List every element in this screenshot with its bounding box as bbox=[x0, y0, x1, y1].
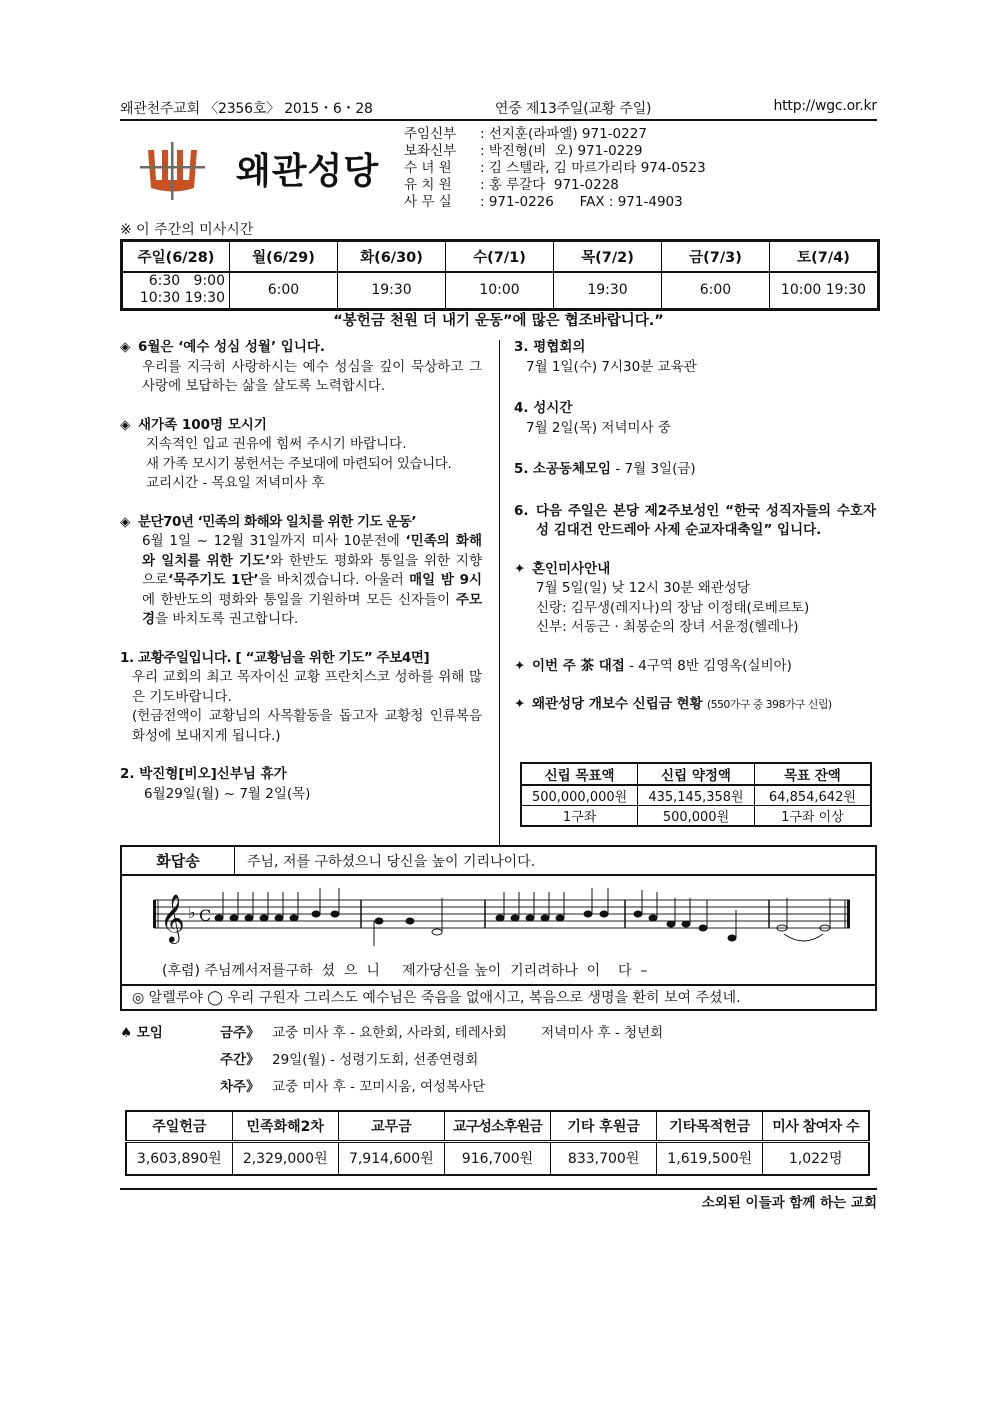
staff-row: 수 녀 원 : 김 스텔라, 김 마르가리타 974-0523 bbox=[404, 160, 706, 176]
renovation-pledge-table bbox=[520, 762, 872, 827]
announcement-holy-hour: 4. 성시간 7월 2일(목) 저녁미사 중 bbox=[514, 400, 671, 436]
staff-row: 주임신부 : 선지훈(라파엘) 971-0227 bbox=[404, 126, 647, 142]
svg-text:𝄞: 𝄞 bbox=[160, 893, 185, 942]
announcement-council-meeting: 3. 평협회의 7월 1일(수) 7시30분 교육관 bbox=[514, 339, 697, 375]
star-bullet-icon: ✦ bbox=[514, 696, 526, 712]
psalm-label: 화답송 bbox=[122, 847, 235, 874]
day-header: 월(6/29) bbox=[230, 241, 338, 272]
music-staff-icon bbox=[122, 876, 875, 960]
mass-times-cell: 19:30 bbox=[338, 272, 446, 310]
left-announcements bbox=[120, 338, 482, 823]
website-link[interactable]: http://wgc.or.kr bbox=[773, 98, 877, 114]
svg-text:C: C bbox=[199, 906, 212, 925]
mass-times-cell: 6:00 bbox=[662, 272, 770, 310]
alleluia-verse: ◎ 알렐루야 ◯ 우리 구원자 그리스도 예수님은 죽음을 없애시고, 복음으로 생명을 환히 보여 주셨네. bbox=[132, 990, 741, 1006]
announcement-next-sunday: 6. 다음 주일은 본당 제2주보성인 “한국 성직자들의 수호자 성 김대건 안드레아 사제 순교자대축일” 입니다. bbox=[514, 502, 876, 538]
offering-header: 기타목적헌금 bbox=[657, 1111, 763, 1141]
announcement-renovation-fund: ✦ 왜관성당 개보수 신립금 현황 (550가구 중 398가구 신립) bbox=[514, 695, 876, 715]
mass-times-cell: 6:00 bbox=[230, 272, 338, 310]
right-announcements bbox=[514, 338, 876, 734]
psalm-lyrics: (후렴) 주님께서저를구하 셨 으 니 제가당신을 높이 기리려하나 이 다 – bbox=[162, 963, 648, 979]
footer-rule bbox=[120, 1188, 877, 1190]
church-motto: 소외된 이들과 함께 하는 교회 bbox=[701, 1195, 877, 1211]
psalm-text: 주님, 저를 구하셨으니 당신을 높이 기리나이다. bbox=[247, 853, 536, 870]
meeting-row: 차주》 교중 미사 후 - 꼬미시움, 여성복사단 bbox=[220, 1079, 486, 1095]
offering-header: 교구성소후원금 bbox=[444, 1111, 550, 1141]
issue-info: 왜관천주교회 〈2356호〉 2015・6・28 bbox=[120, 101, 373, 117]
offering-header: 교무금 bbox=[338, 1111, 444, 1141]
announcement-pope-sunday: 1. 교황주일입니다. [ “교황님을 위한 기도” 주보4면] 우리 교회의 최고 목자이신 교황 프란치스코 성하를 위해 많은 기도바랍니다. (헌금전액이 교황님의 사목활동을 돕고자 교황청 인류복음화성에 보내지게 됩니다.) bbox=[120, 649, 482, 744]
mass-times-cell: 19:30 bbox=[554, 272, 662, 310]
music-score bbox=[122, 876, 875, 986]
table-row: 500,000,000원 435,145,358원 64,854,642원 bbox=[521, 785, 871, 806]
announcement-priest-vacation: 2. 박진형[비오]신부님 휴가 6월29일(월) ~ 7월 2일(목) bbox=[120, 766, 311, 802]
mass-times-cell: 6:30 9:00 10:30 19:30 bbox=[122, 272, 230, 310]
staff-row: 보좌신부 : 박진형(비 오) 971-0229 bbox=[404, 143, 643, 159]
header-rule bbox=[120, 119, 877, 121]
announcement-reconciliation-prayer: ◈ 분단70년 ‘민족의 화해와 일치를 위한 기도 운동’ 6월 1일 ~ 12월 31일까지 미사 10분전에 ‘민족의 화해와 일치를 위한 기도’와 한반도 평화와 통일을 위한 지향으로‘묵주기도 1단’을 바치겠습니다. 아울러 매일 밤 9시에 한반도의 평화와 통일을 기원하며 모든 신자들이 주모경을 바치도록 권고합니다. bbox=[120, 513, 482, 630]
announcement-tea-service: ✦ 이번 주 茶 대접 - 4구역 8반 김영옥(실비아) bbox=[514, 657, 876, 677]
offering-header: 민족화해2차 bbox=[232, 1111, 338, 1141]
day-header: 수(7/1) bbox=[446, 241, 554, 272]
mass-times-cell: 10:00 bbox=[446, 272, 554, 310]
offering-header: 기타 후원금 bbox=[551, 1111, 657, 1141]
day-header: 화(6/30) bbox=[338, 241, 446, 272]
meeting-row: 주간》 29일(월) - 성령기도회, 선종연령회 bbox=[220, 1052, 479, 1068]
announcement-sacred-heart: ◈ 6월은 ‘예수 성심 성월’ 입니다. 우리를 지극히 사랑하시는 예수 성심을 깊이 묵상하고 그 사랑에 보답하는 삶을 살도록 노력합시다. bbox=[120, 339, 482, 394]
staff-row: 유 치 원 : 홍 루갈다 971-0228 bbox=[404, 177, 619, 193]
diamond-bullet-icon: ◈ bbox=[120, 339, 131, 355]
day-header: 금(7/3) bbox=[662, 241, 770, 272]
day-header: 토(7/4) bbox=[770, 241, 879, 272]
liturgical-day: 연중 제13주일(교황 주일) bbox=[494, 101, 652, 117]
meetings-schedule bbox=[120, 1020, 877, 1101]
staff-directory bbox=[404, 126, 706, 211]
announcement-new-family: ◈ 새가족 100명 모시기 지속적인 입교 권유에 힘써 주시기 바랍니다. 새 가족 모시기 봉헌서는 주보대에 마련되어 있습니다. 교리시간 - 목요일 저녁미사 후 bbox=[120, 416, 452, 491]
table-row: 1구좌 500,000원 1구좌 이상 bbox=[521, 806, 871, 827]
announcement-wedding: ✦ 혼인미사안내 7월 5일(일) 낮 12시 30분 왜관성당 신랑: 김무생(레지나)의 장남 이정태(로베르토) 신부: 서동근 · 최봉순의 장녀 서윤정(헬레나) bbox=[514, 560, 810, 635]
offering-header: 미사 참여자 수 bbox=[763, 1111, 869, 1141]
mass-times-cell: 10:00 19:30 bbox=[770, 272, 879, 310]
mass-schedule-table bbox=[120, 239, 880, 311]
meeting-row: ♠ 모임 금주》 교중 미사 후 - 요한회, 사라회, 테레사회 저녁미사 후 - 청년회 bbox=[120, 1020, 877, 1047]
column-divider bbox=[499, 340, 500, 845]
pledge-header: 신립 목표액 bbox=[521, 763, 638, 785]
reconciliation-body: 6월 1일 ~ 12월 31일까지 미사 10분전에 ‘민족의 화해와 일치를 위한 기도’와 한반도 평화와 통일을 위한 지향으로‘묵주기도 1단’을 바치겠습니다. 아울러 매일 밤 9시에 한반도의 평화와 통일을 기원하며 모든 신자들이 주모경을 바치도록 권고합니다. bbox=[142, 533, 483, 627]
table-row: 3,603,890원 2,329,000원 7,914,600원 916,700원 833,700원 1,619,500원 1,022명 bbox=[126, 1141, 869, 1175]
church-logo-icon bbox=[140, 140, 205, 200]
pledge-header: 목표 잔액 bbox=[754, 763, 871, 785]
svg-text:♭: ♭ bbox=[188, 903, 196, 922]
offering-header: 주일헌금 bbox=[126, 1111, 232, 1141]
diamond-bullet-icon: ◈ bbox=[120, 416, 131, 433]
pledge-header: 신립 약정액 bbox=[638, 763, 755, 785]
day-header: 목(7/2) bbox=[554, 241, 662, 272]
spade-icon: ♠ 모임 bbox=[120, 1025, 163, 1041]
responsorial-psalm-box bbox=[120, 845, 877, 1011]
bulletin-header bbox=[120, 98, 877, 118]
diamond-bullet-icon: ◈ bbox=[120, 513, 130, 530]
star-bullet-icon: ✦ bbox=[514, 560, 526, 577]
church-title: 왜관성당 bbox=[236, 151, 380, 192]
staff-row: 사 무 실 : 971-0226 FAX : 971-4903 bbox=[404, 194, 683, 210]
campaign-banner: “봉헌금 천원 더 내기 운동”에 많은 협조바랍니다.” bbox=[333, 313, 664, 329]
announcement-small-community: 5. 소공동체모임 - 7월 3일(금) bbox=[514, 461, 696, 477]
day-header: 주일(6/28) bbox=[122, 241, 230, 272]
mass-schedule-caption: ※ 이 주간의 미사시간 bbox=[120, 222, 254, 238]
star-bullet-icon: ✦ bbox=[514, 657, 526, 674]
offering-table bbox=[125, 1110, 870, 1176]
